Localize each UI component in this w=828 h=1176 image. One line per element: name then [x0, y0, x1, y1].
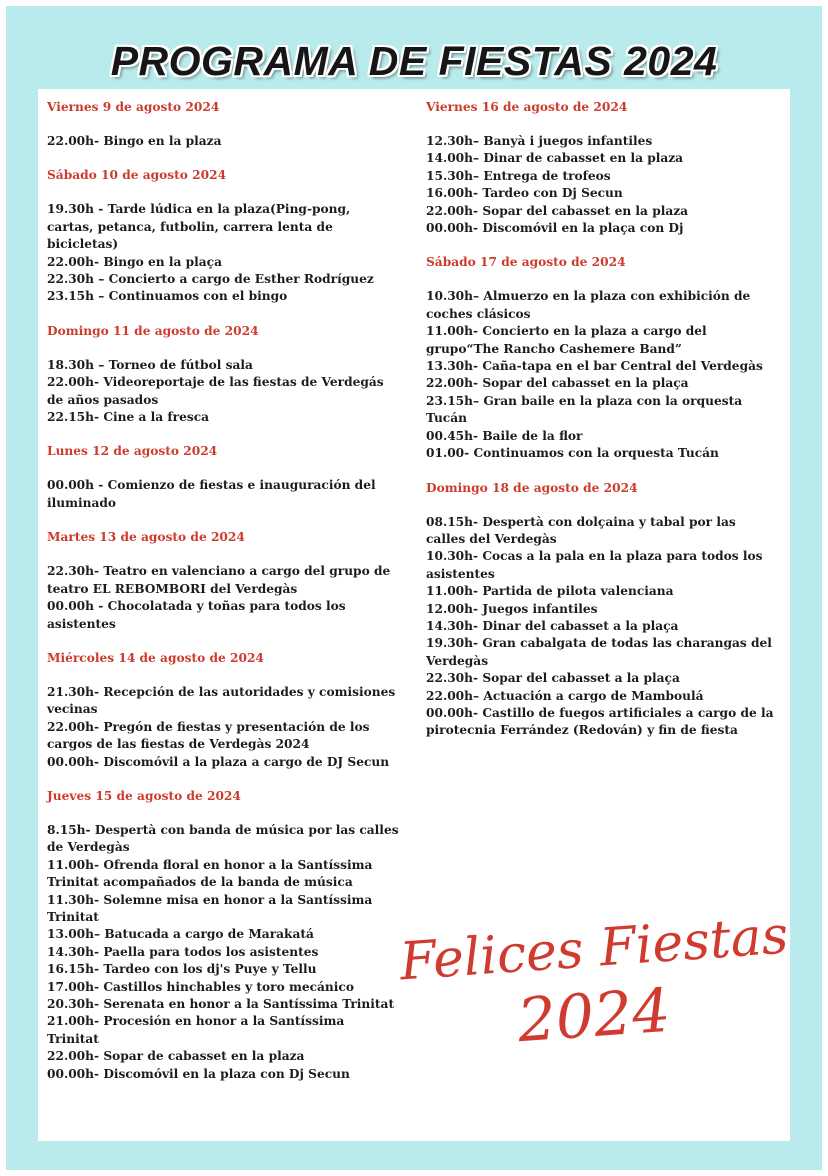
day-title: Sábado 17 de agosto de 2024	[426, 255, 626, 270]
event-item: 01.00- Continuamos con la orquesta Tucán	[426, 446, 719, 461]
event-item: 16.15h- Tardeo con los dj's Puye y Tellu	[47, 962, 317, 977]
event-item: 22.00h- Sopar del cabasset en la plaza	[426, 203, 689, 218]
event-item: 22.30h- Sopar del cabasset a la plaça	[426, 671, 680, 686]
event-item: 22.00h- Videoreportaje de las fiestas de Verdegás de años pasados	[47, 375, 384, 407]
day-title: Jueves 15 de agosto de 2024	[47, 788, 241, 803]
event-item: 12.30h– Banyà i juegos infantiles	[426, 134, 653, 148]
event-item: 22.30h – Concierto a cargo de Esther Rodríguez	[47, 272, 374, 287]
day-section	[47, 323, 399, 427]
event-item: 14.30h- Dinar del cabasset a la plaça	[426, 618, 679, 633]
event-item: 10.30h– Almuerzo en la plaza con exhibición de coches clásicos	[426, 289, 751, 321]
event-item: 08.15h- Despertà con dolçaina y tabal por las calles del Verdegàs	[426, 514, 736, 546]
day-section	[47, 167, 399, 305]
event-item: 21.00h- Procesión en honor a la Santíssima Trinitat	[47, 1014, 345, 1046]
day-title: Domingo 11 de agosto de 2024	[47, 323, 259, 338]
event-item: 19.30h - Tarde lúdica en la plaza(Ping-pong, cartas, petanca, futbolin, carrera lenta de bicicletas)	[47, 202, 351, 252]
event-item: 22.00h- Bingo en la plaza	[47, 134, 222, 148]
event-item: 22.00h- Sopar de cabasset en la plaza	[47, 1049, 305, 1064]
event-item: 10.30h- Cocas a la pala en la plaza para todos los asistentes	[426, 549, 763, 581]
event-item: 00.00h- Castillo de fuegos artificiales a cargo de la pirotecnia Ferrández (Redován) y fin de fiesta	[426, 705, 774, 738]
day-section	[47, 529, 399, 633]
day-title: Lunes 12 de agosto 2024	[47, 444, 218, 459]
day-section	[426, 480, 776, 740]
event-item: 00.00h- Discomóvil en la plaça con Dj	[426, 221, 684, 236]
day-title: Sábado 10 de agosto 2024	[47, 168, 227, 183]
day-section	[47, 788, 399, 1083]
event-item: 22.15h- Cine a la fresca	[47, 410, 210, 425]
event-item: 23.15h– Gran baile en la plaza con la orquesta Tucán	[426, 393, 743, 426]
greeting-line1: Felices Fiestas	[397, 905, 791, 993]
event-item: 11.30h- Solemne misa en honor a la Santíssima Trinitat	[47, 892, 373, 924]
event-item: 11.00h- Concierto en la plaza a cargo del grupo“The Rancho Cashemere Band”	[426, 324, 707, 356]
day-section	[426, 254, 776, 462]
event-item: 00.00h- Discomóvil en la plaza con Dj Secun	[47, 1066, 350, 1081]
event-item: 14.30h- Paella para todos los asistentes	[47, 944, 319, 959]
event-item: 16.00h- Tardeo con Dj Secun	[426, 186, 623, 201]
event-item: 14.00h– Dinar de cabasset en la plaza	[426, 151, 684, 166]
event-item: 20.30h- Serenata en honor a la Santíssima Trinitat	[47, 997, 395, 1011]
event-item: 22.00h- Sopar del cabasset en la plaça	[426, 376, 689, 391]
event-item: 23.15h – Continuamos con el bingo	[47, 289, 288, 304]
event-item: 21.30h- Recepción de las autoridades y comisiones vecinas	[47, 684, 396, 717]
event-item: 8.15h- Despertà con banda de música por las calles de Verdegàs	[47, 822, 399, 855]
right-column	[426, 99, 776, 757]
event-item: 22.00h– Actuación a cargo de Mamboulá	[426, 688, 704, 703]
event-item: 22.30h- Teatro en valenciano a cargo del grupo de teatro EL REBOMBORI del Verdegàs	[47, 564, 391, 596]
event-item: 11.00h- Ofrenda floral en honor a la Santíssima Trinitat acompañados de la banda de música	[47, 857, 373, 890]
left-column	[47, 99, 399, 1100]
day-title: Domingo 18 de agosto de 2024	[426, 480, 638, 495]
day-section	[426, 99, 776, 237]
day-section	[47, 650, 399, 771]
event-item: 12.00h- Juegos infantiles	[426, 601, 598, 616]
page-title: PROGRAMA DE FIESTAS 2024	[110, 38, 718, 84]
day-title: Viernes 16 de agosto de 2024	[426, 100, 628, 114]
event-item: 00.00h - Chocolatada y toñas para todos los asistentes	[47, 599, 346, 631]
event-item: 13.00h– Batucada a cargo de Marakatá	[47, 927, 314, 942]
event-item: 13.30h- Caña-tapa en el bar Central del Verdegàs	[426, 359, 763, 374]
event-item: 17.00h- Castillos hinchables y toro mecánico	[47, 979, 354, 994]
day-title: Viernes 9 de agosto 2024	[47, 100, 220, 114]
day-title: Miércoles 14 de agosto de 2024	[47, 650, 264, 665]
event-item: 18.30h – Torneo de fútbol sala	[47, 357, 253, 372]
program-panel	[38, 89, 790, 1141]
event-item: 11.00h- Partida de pilota valenciana	[426, 584, 674, 599]
event-item: 15.30h– Entrega de trofeos	[426, 168, 611, 183]
greeting-line2: 2024	[515, 975, 673, 1057]
day-section	[47, 99, 399, 150]
day-title: Martes 13 de agosto de 2024	[47, 530, 245, 545]
event-item: 22.00h- Bingo en la plaça	[47, 254, 223, 269]
day-section	[47, 443, 399, 512]
event-item: 00.00h - Comienzo de fiestas e inauguración del iluminado	[47, 478, 376, 510]
event-item: 00.00h- Discomóvil a la plaza a cargo de DJ Secun	[47, 754, 390, 769]
event-item: 00.45h- Baile de la flor	[426, 428, 583, 443]
greeting-text	[397, 905, 791, 1057]
event-item: 22.00h- Pregón de fiestas y presentación de los cargos de las fiestas de Verdegàs 2024	[47, 719, 370, 752]
event-item: 19.30h- Gran cabalgata de todas las charangas del Verdegàs	[426, 636, 772, 668]
